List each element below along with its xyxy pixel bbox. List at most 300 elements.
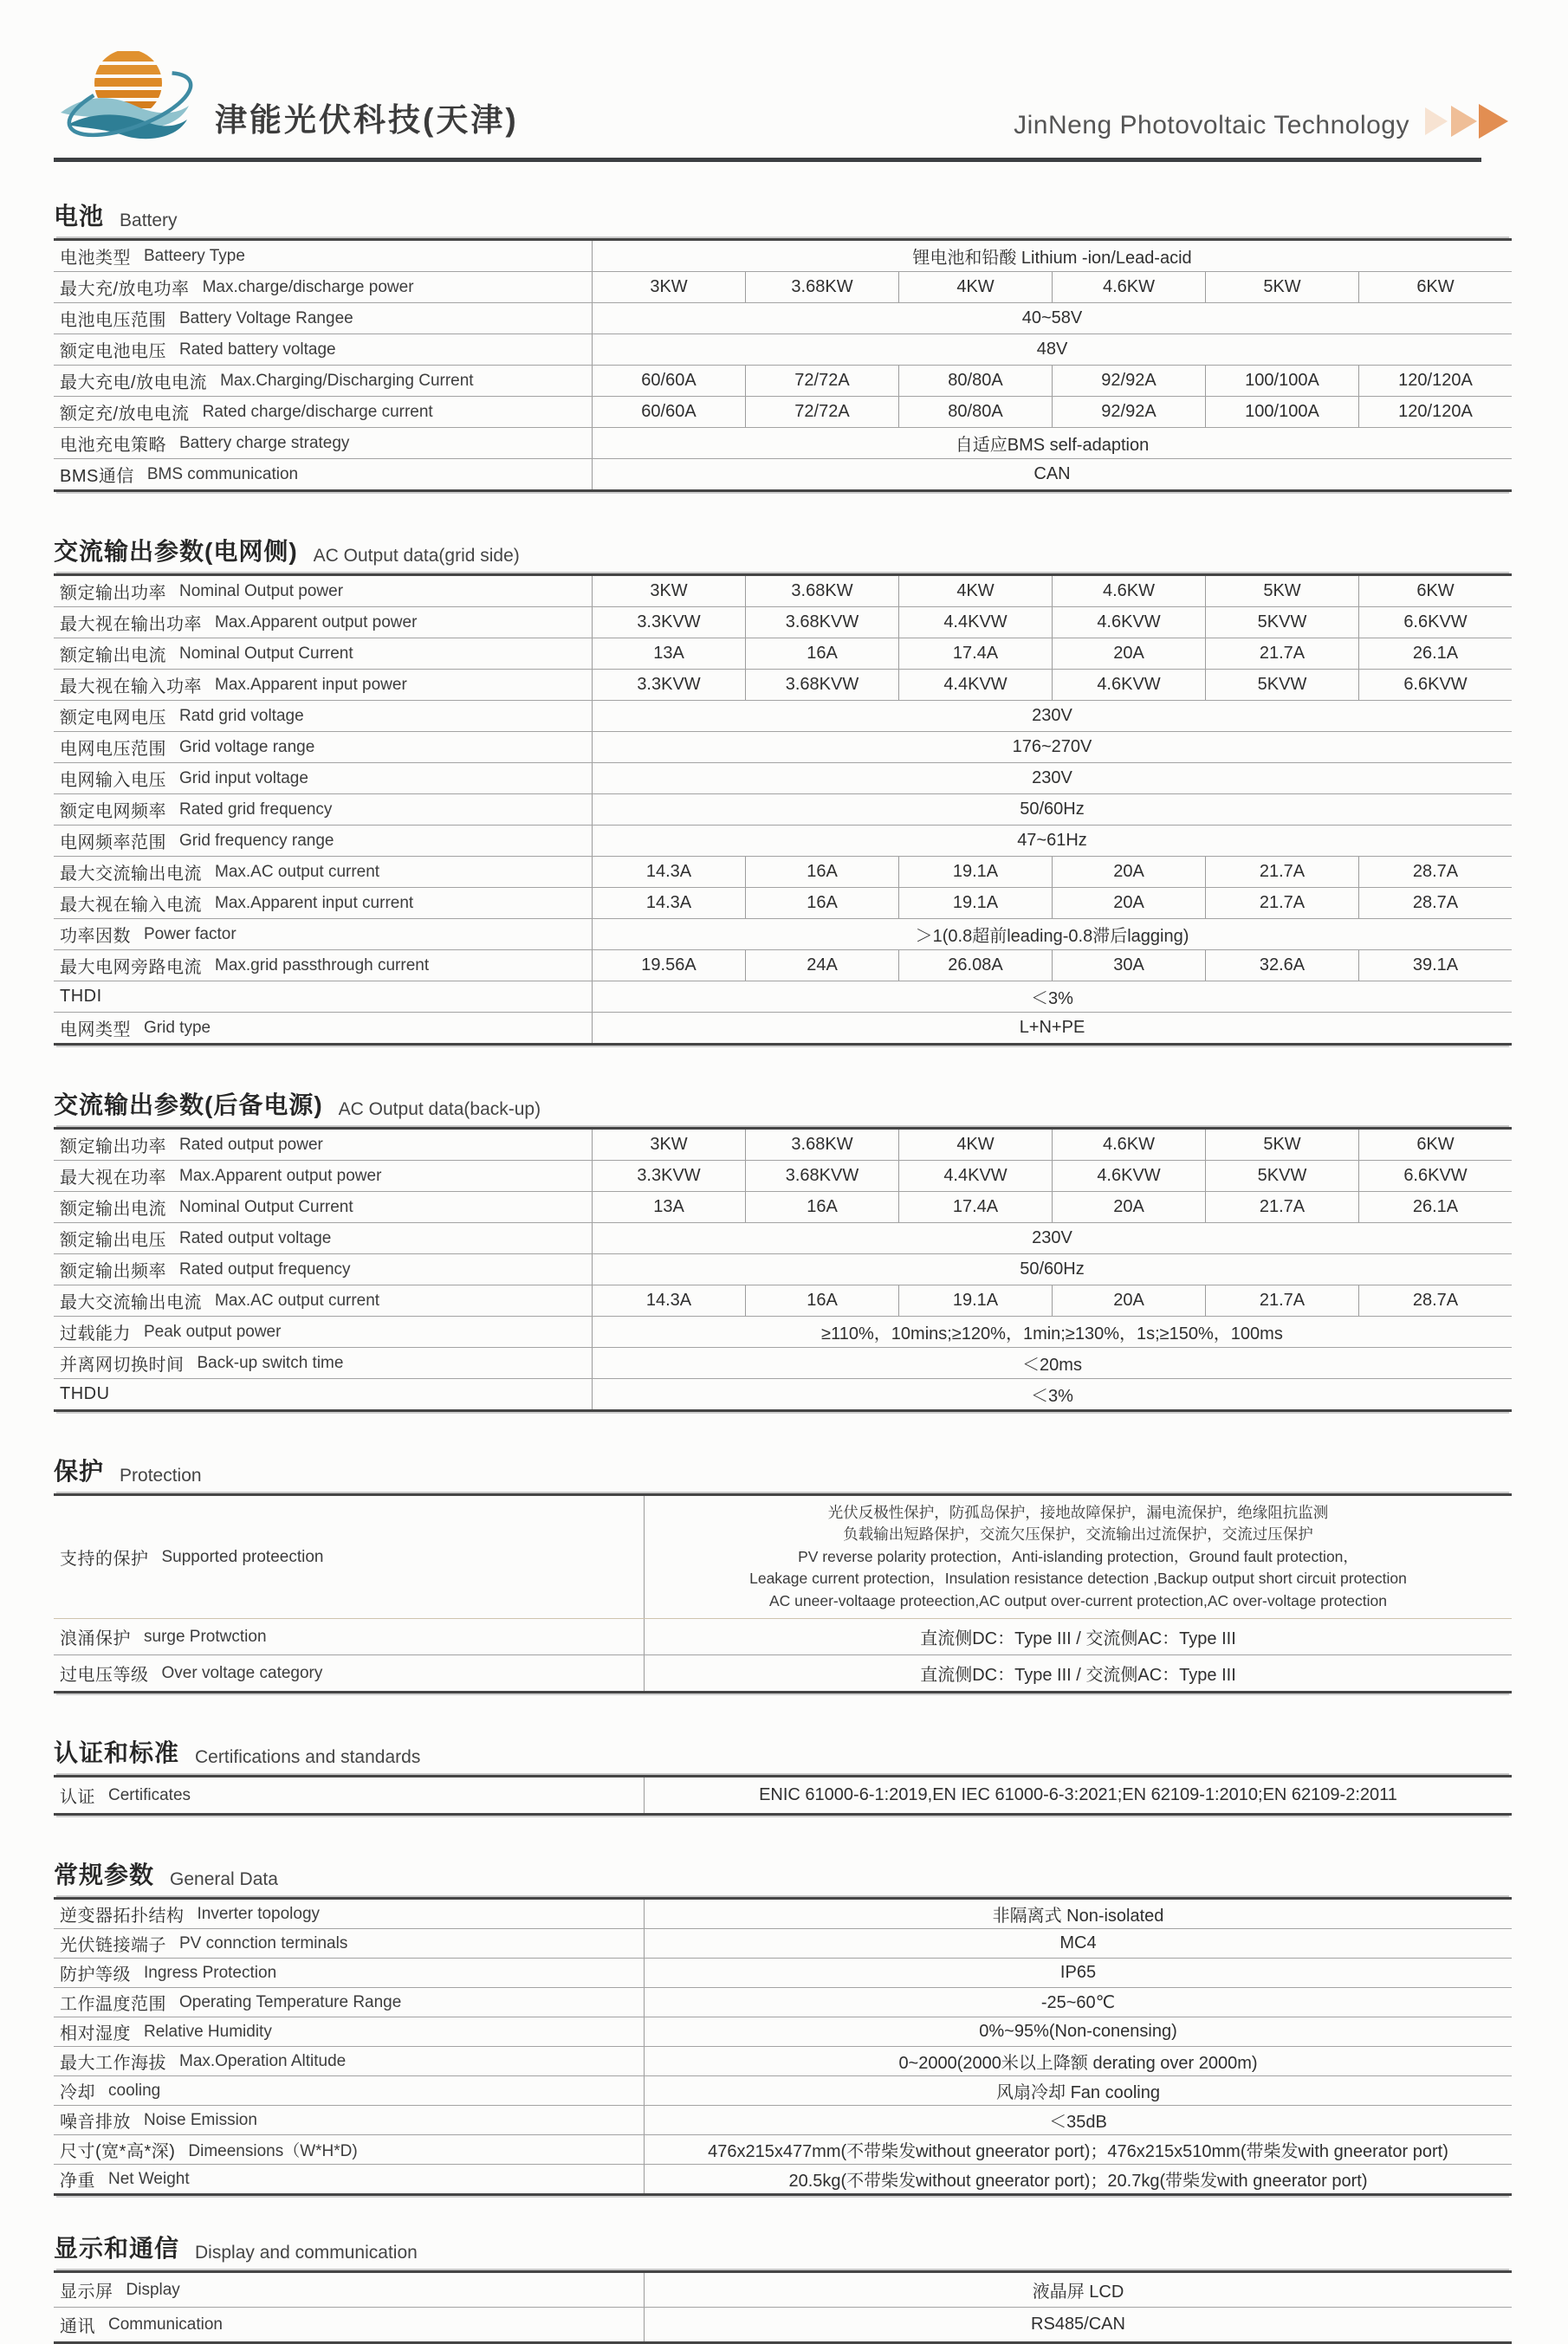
spec-row: [54, 366, 1512, 397]
value-cell: 60/60A: [593, 366, 746, 396]
value-cell-multiline: [645, 1496, 1512, 1618]
value-cell-span: 20.5kg(不带柴发without gneerator port)；20.7kg(带柴发with gneerator port): [788, 2172, 1368, 2192]
value-cell: 20A: [1053, 638, 1206, 669]
value-cell: 120/120A: [1398, 402, 1473, 421]
row-label-cn: 光伏链接端子: [60, 1936, 166, 1956]
row-label: [54, 638, 593, 669]
row-label-en: Grid type: [144, 1018, 211, 1037]
spec-row: [54, 1161, 1512, 1192]
row-label: [54, 1285, 593, 1316]
row-label-cn: 认证: [60, 1788, 95, 1808]
row-label: [54, 826, 593, 856]
row-label-en: Nominal Output Current: [179, 1197, 353, 1216]
row-label-cn: 最大视在输出功率: [60, 615, 202, 634]
row-label-en: Max.AC output current: [215, 862, 380, 881]
row-label-cn: 浪涌保护: [60, 1629, 131, 1649]
row-label-cn: 额定输出电流: [60, 1200, 166, 1219]
spec-row: [54, 701, 1512, 732]
spec-row: [54, 397, 1512, 428]
row-label-en: Ingress Protection: [144, 1963, 277, 1982]
row-label-cn: 额定输出电压: [60, 1231, 166, 1250]
row-label-cn: 净重: [60, 2172, 95, 2192]
value-cell-span: 50/60Hz: [1020, 1259, 1085, 1279]
row-label-cn: 最大工作海拔: [60, 2054, 166, 2074]
spec-row: [54, 1317, 1512, 1348]
row-label-en: Display: [126, 2280, 180, 2299]
value-line: Leakage current protection，Insulation resistance detection ,Backup output short circuit protection: [749, 1570, 1407, 1588]
value-cell: 4KW: [899, 576, 1053, 606]
spec-row: [54, 950, 1512, 981]
spec-sections: [54, 193, 1512, 2344]
row-label-en: Rated output frequency: [179, 1259, 351, 1279]
value-cell-span: ENIC 61000-6-1:2019,EN IEC 61000-6-3:2021;EN 62109-1:2010;EN 62109-2:2011: [759, 1785, 1397, 1805]
row-label-en: Peak output power: [144, 1322, 282, 1341]
row-label-cn: 电网类型: [60, 1020, 131, 1039]
row-label-en: BMS communication: [146, 464, 299, 483]
header-right: [519, 99, 1512, 146]
spec-row: [54, 1900, 1512, 1929]
row-label-en: Net Weight: [108, 2169, 190, 2188]
value-cell: 4.6KW: [1053, 272, 1206, 302]
row-label-en: Certificates: [108, 1785, 191, 1804]
value-cell: 6.6KVW: [1403, 1166, 1468, 1185]
value-cell-span: 50/60Hz: [1020, 800, 1085, 819]
value-cell: 80/80A: [899, 397, 1053, 427]
row-label-en: PV connction terminals: [179, 1933, 348, 1952]
value-cell-span: CAN: [1033, 464, 1071, 483]
value-cell-span: 230V: [1032, 706, 1072, 725]
value-cell-span: 40~58V: [1021, 308, 1083, 327]
row-label: [54, 1619, 645, 1654]
row-label-cn: 最大视在输入电流: [60, 896, 202, 915]
value-cell: 5KVW: [1206, 670, 1359, 700]
row-label-cn: 额定电网频率: [60, 802, 166, 821]
spec-row: [54, 272, 1512, 303]
section-title-en: Certifications and standards: [195, 1747, 421, 1768]
row-label-cn: 噪音排放: [60, 2113, 131, 2133]
value-cell: 92/92A: [1053, 397, 1206, 427]
row-label-en: Supported proteection: [161, 1547, 324, 1566]
value-cell: 32.6A: [1206, 950, 1359, 981]
spec-table-display: [54, 2270, 1512, 2344]
row-label-en: Operating Temperature Range: [179, 1992, 402, 2011]
value-cell-span: 锂电池和铅酸 Lithium -ion/Lead-acid: [912, 249, 1192, 268]
value-cell: 28.7A: [1412, 862, 1459, 881]
row-label: [54, 1496, 645, 1618]
value-cell: 4.6KVW: [1053, 1161, 1206, 1191]
value-cell: 3.68KVW: [746, 670, 899, 700]
section-display: [54, 2225, 1512, 2344]
row-label-cn: 额定输出功率: [60, 584, 166, 603]
row-label-cn: 通讯: [60, 2317, 95, 2337]
section-title-en: Protection: [120, 1466, 202, 1486]
row-label-cn: 最大视在输入功率: [60, 677, 202, 696]
spec-table-protection: [54, 1493, 1512, 1693]
row-label: [54, 272, 593, 302]
value-cell: 30A: [1053, 950, 1206, 981]
row-label-en: Max.Apparent output power: [179, 1166, 382, 1185]
section-title: [54, 528, 1512, 573]
value-cell: 16A: [746, 888, 899, 918]
row-label: [54, 794, 593, 825]
row-label-cn: 过载能力: [60, 1324, 131, 1344]
spec-row: [54, 1655, 1512, 1691]
page-header: [54, 0, 1512, 146]
spec-row: [54, 1130, 1512, 1161]
triple-chevron-arrows-icon: [1422, 99, 1512, 144]
spec-row: [54, 1777, 1512, 1813]
value-cell: 3.3KVW: [593, 670, 746, 700]
value-cell-span: 0%~95%(Non-conensing): [979, 2022, 1177, 2042]
spec-row: [54, 1988, 1512, 2017]
spec-row: [54, 1619, 1512, 1655]
spec-row: [54, 1192, 1512, 1223]
row-label: [54, 1929, 645, 1958]
row-label-cn: 冷却: [60, 2083, 95, 2103]
row-label: [54, 1379, 593, 1409]
row-label-cn: THDU: [60, 1384, 110, 1403]
section-grid: [54, 528, 1512, 1046]
row-label: [54, 1988, 645, 2017]
section-title: [54, 1852, 1512, 1897]
spec-row: [54, 241, 1512, 272]
row-label-cn: 额定输出电流: [60, 646, 166, 665]
header-divider: [54, 158, 1481, 162]
value-cell: 4KW: [899, 1130, 1053, 1160]
value-cell-span: 非隔离式 Non-isolated: [992, 1907, 1164, 1926]
value-cell: 26.08A: [899, 950, 1053, 981]
value-cell: 5KW: [1206, 1130, 1359, 1160]
spec-row: [54, 576, 1512, 607]
row-label-en: Noise Emission: [144, 2110, 257, 2129]
value-line: PV reverse polarity protection，Anti-islanding protection，Ground fault protection，: [798, 1547, 1358, 1565]
value-cell: 6KW: [1416, 1135, 1455, 1154]
value-cell: 21.7A: [1206, 888, 1359, 918]
value-cell: 24A: [746, 950, 899, 981]
row-label: [54, 1223, 593, 1253]
row-label-en: Rated output voltage: [179, 1228, 332, 1247]
section-title-en: Display and communication: [195, 2243, 418, 2263]
row-label-cn: 额定电网电压: [60, 709, 166, 728]
value-cell: 14.3A: [593, 888, 746, 918]
row-label-cn: 防护等级: [60, 1965, 131, 1985]
value-cell: 4.4KVW: [899, 607, 1053, 638]
value-cell-span: ＜20ms: [1022, 1356, 1082, 1375]
row-label-cn: 显示屏: [60, 2282, 113, 2302]
row-label-en: cooling: [108, 2081, 161, 2100]
row-label-en: Nominal Output Current: [179, 644, 353, 663]
value-cell: 4.4KVW: [899, 1161, 1053, 1191]
row-label: [54, 2135, 645, 2164]
row-label: [54, 2308, 645, 2341]
value-cell: 28.7A: [1412, 893, 1459, 912]
value-cell: 6KW: [1416, 581, 1455, 600]
row-label-en: Inverter topology: [197, 1904, 321, 1923]
spec-row: [54, 763, 1512, 794]
value-cell: 26.1A: [1412, 1197, 1459, 1216]
row-label-cn: 电网电压范围: [60, 740, 166, 759]
row-label-en: Grid frequency range: [179, 831, 334, 850]
value-cell: 21.7A: [1206, 1285, 1359, 1316]
spec-row: [54, 981, 1512, 1013]
row-label: [54, 981, 593, 1012]
value-cell: 5KVW: [1206, 607, 1359, 638]
row-label: [54, 950, 593, 981]
value-cell: 21.7A: [1206, 638, 1359, 669]
spec-row: [54, 2308, 1512, 2341]
value-cell: 21.7A: [1206, 857, 1359, 887]
spec-row: [54, 732, 1512, 763]
spec-row: [54, 1013, 1512, 1043]
section-title-cn: 电池: [54, 203, 105, 230]
value-cell: 16A: [746, 857, 899, 887]
value-cell-span: IP65: [1059, 1963, 1097, 1983]
row-label: [54, 701, 593, 731]
value-cell: 19.1A: [899, 857, 1053, 887]
row-label: [54, 576, 593, 606]
value-cell-span: 液晶屏 LCD: [1032, 2282, 1124, 2302]
value-cell: 3.68KW: [746, 576, 899, 606]
row-label-en: Power factor: [144, 924, 236, 943]
row-label: [54, 459, 593, 489]
row-label-en: Communication: [108, 2315, 223, 2334]
value-cell: 28.7A: [1412, 1291, 1459, 1310]
value-cell: 4.6KVW: [1053, 607, 1206, 638]
section-title-cn: 交流输出参数(后备电源): [54, 1091, 323, 1118]
row-label-en: Rated output power: [179, 1135, 323, 1154]
value-cell: 5KVW: [1206, 1161, 1359, 1191]
spec-row: [54, 1929, 1512, 1959]
value-cell: 3.68KW: [746, 272, 899, 302]
section-title: [54, 1082, 1512, 1127]
section-title-cn: 交流输出参数(电网侧): [54, 538, 298, 565]
spec-row: [54, 1959, 1512, 1988]
section-backup: [54, 1082, 1512, 1412]
value-cell: 3.68KVW: [746, 1161, 899, 1191]
row-label-en: Grid input voltage: [179, 768, 308, 787]
value-cell-span: 47~61Hz: [1017, 831, 1087, 850]
value-cell: 16A: [746, 1285, 899, 1316]
row-label: [54, 763, 593, 793]
row-label-en: Back-up switch time: [197, 1353, 344, 1372]
value-cell: 6KW: [1416, 277, 1455, 296]
value-cell: 4.6KW: [1053, 1130, 1206, 1160]
value-cell-span: 476x215x477mm(不带柴发without gneerator port)；476x215x510mm(带柴发with gneerator port): [708, 2142, 1448, 2162]
section-title-cn: 保护: [54, 1458, 105, 1485]
row-label-cn: 相对湿度: [60, 2024, 131, 2044]
spec-row: [54, 670, 1512, 701]
value-cell: 16A: [746, 638, 899, 669]
row-label: [54, 428, 593, 458]
spec-row: [54, 2076, 1512, 2106]
row-label: [54, 366, 593, 396]
spec-row: [54, 428, 1512, 459]
row-label-cn: 额定输出功率: [60, 1137, 166, 1156]
value-line: 负载输出短路保护，交流欠压保护，交流输出过流保护，交流过压保护: [843, 1525, 1313, 1544]
row-label: [54, 607, 593, 638]
value-cell: 19.56A: [593, 950, 746, 981]
row-label-cn: THDI: [60, 987, 102, 1006]
row-label-cn: 电网频率范围: [60, 833, 166, 852]
value-cell: 100/100A: [1206, 366, 1359, 396]
section-title-en: AC Output data(back-up): [338, 1099, 541, 1119]
row-label-cn: 电池类型: [60, 249, 131, 268]
value-cell-span: ＜3%: [1031, 1387, 1073, 1406]
value-cell-span: 230V: [1032, 768, 1072, 787]
row-label: [54, 1777, 645, 1813]
row-label: [54, 397, 593, 427]
row-label-en: Batteery Type: [144, 246, 245, 265]
row-label: [54, 2047, 645, 2075]
row-label: [54, 1254, 593, 1285]
value-cell: 92/92A: [1053, 366, 1206, 396]
row-label-cn: 电网输入电压: [60, 771, 166, 790]
value-cell: 72/72A: [746, 366, 899, 396]
section-cert: [54, 1730, 1512, 1816]
row-label-cn: 功率因数: [60, 927, 131, 946]
section-title-cn: 显示和通信: [54, 2235, 180, 2263]
row-label-en: Max.Charging/Discharging Current: [220, 371, 474, 390]
row-label-en: Max.grid passthrough current: [215, 955, 430, 975]
value-cell-span: 48V: [1036, 340, 1068, 359]
section-title-en: Battery: [120, 210, 178, 230]
value-cell: 13A: [593, 638, 746, 669]
value-cell: 17.4A: [899, 638, 1053, 669]
section-title-cn: 认证和标准: [54, 1739, 180, 1767]
company-logo sun-wave-logo-icon: [54, 43, 199, 146]
row-label: [54, 1161, 593, 1191]
row-label: [54, 1013, 593, 1043]
section-title-cn: 常规参数: [54, 1862, 155, 1889]
value-cell: 14.3A: [593, 1285, 746, 1316]
section-title: [54, 1730, 1512, 1775]
row-label-cn: 工作温度范围: [60, 1995, 166, 2015]
spec-row: [54, 2047, 1512, 2076]
value-cell-span: ＜3%: [1031, 989, 1073, 1008]
spec-row: [54, 919, 1512, 950]
value-cell: 3.68KVW: [746, 607, 899, 638]
section-title-en: General Data: [170, 1869, 278, 1890]
section-title: [54, 2225, 1512, 2270]
value-cell: 20A: [1053, 1192, 1206, 1222]
value-cell: 39.1A: [1412, 955, 1459, 975]
value-cell: 14.3A: [593, 857, 746, 887]
spec-table-general: [54, 1897, 1512, 2196]
row-label: [54, 334, 593, 365]
value-cell-span: 直流侧DC：Type III / 交流侧AC：Type III: [920, 1629, 1236, 1649]
row-label-cn: 最大视在功率: [60, 1169, 166, 1188]
value-cell: 72/72A: [746, 397, 899, 427]
value-cell-span: -25~60℃: [1040, 1993, 1116, 2013]
value-cell-span: MC4: [1059, 1933, 1097, 1953]
row-label-en: Max.Operation Altitude: [179, 2051, 347, 2070]
value-cell: 6.6KVW: [1403, 612, 1468, 631]
value-cell-span: 230V: [1032, 1228, 1072, 1247]
value-cell: 19.1A: [899, 888, 1053, 918]
value-cell: 100/100A: [1206, 397, 1359, 427]
row-label-cn: 额定输出频率: [60, 1262, 166, 1281]
spec-row: [54, 2106, 1512, 2135]
spec-row: [54, 794, 1512, 826]
row-label: [54, 1130, 593, 1160]
row-label: [54, 2273, 645, 2307]
row-label-en: Max.Apparent output power: [215, 612, 418, 631]
spec-row: [54, 638, 1512, 670]
row-label: [54, 1317, 593, 1347]
company-name-cn: 津能光伏科技(天津): [215, 102, 519, 138]
spec-row: [54, 1285, 1512, 1317]
spec-row: [54, 1379, 1512, 1409]
row-label: [54, 2106, 645, 2134]
row-label-en: Battery Voltage Rangee: [179, 308, 353, 327]
spec-row: [54, 826, 1512, 857]
value-cell: 19.1A: [899, 1285, 1053, 1316]
spec-table-cert: [54, 1775, 1512, 1816]
value-cell-span: ＜35dB: [1049, 2113, 1107, 2133]
row-label: [54, 919, 593, 949]
value-cell: 20A: [1053, 1285, 1206, 1316]
row-label-cn: 电池电压范围: [60, 311, 166, 330]
row-label-en: Rated charge/discharge current: [202, 402, 433, 421]
value-cell: 21.7A: [1206, 1192, 1359, 1222]
row-label: [54, 2165, 645, 2193]
value-cell: 6.6KVW: [1403, 675, 1468, 694]
row-label-cn: 最大充电/放电电流: [60, 373, 208, 392]
value-cell-span: 自适应BMS self-adaption: [955, 436, 1150, 455]
row-label-cn: 最大交流输出电流: [60, 1293, 202, 1312]
row-label-cn: 尺寸(宽*高*深): [60, 2142, 176, 2162]
value-line: AC uneer-voltaage proteection,AC output over-current protection,AC over-voltage protection: [768, 1591, 1388, 1609]
value-cell-span: 176~270V: [1012, 737, 1092, 756]
spec-row: [54, 2017, 1512, 2047]
row-label-en: Dimeensions（W*H*D): [188, 2142, 358, 2161]
value-cell: 3.3KVW: [593, 1161, 746, 1191]
value-cell: 3KW: [593, 1130, 746, 1160]
section-general: [54, 1852, 1512, 2196]
row-label-en: Max.Apparent input power: [215, 675, 407, 694]
value-cell: 3.3KVW: [593, 607, 746, 638]
row-label-cn: 额定充/放电电流: [60, 405, 190, 424]
spec-row: [54, 1223, 1512, 1254]
section-battery: [54, 193, 1512, 492]
row-label-cn: 并离网切换时间: [60, 1356, 185, 1375]
value-cell-span: ≥110%，10mins;≥120%，1min;≥130%，1s;≥150%，100ms: [821, 1324, 1283, 1344]
row-label-en: Rated grid frequency: [179, 800, 333, 819]
row-label: [54, 857, 593, 887]
value-cell: 5KW: [1206, 272, 1359, 302]
row-label: [54, 303, 593, 333]
row-label: [54, 2076, 645, 2105]
row-label-en: Rated battery voltage: [179, 340, 336, 359]
row-label-cn: 额定电池电压: [60, 342, 166, 361]
value-cell: 5KW: [1206, 576, 1359, 606]
spec-row: [54, 857, 1512, 888]
spec-row: [54, 459, 1512, 489]
row-label: [54, 1192, 593, 1222]
row-label-cn: 电池充电策略: [60, 436, 166, 455]
row-label: [54, 732, 593, 762]
value-cell-span: 直流侧DC：Type III / 交流侧AC：Type III: [920, 1666, 1236, 1686]
value-cell: 4.6KW: [1053, 576, 1206, 606]
value-cell: 20A: [1053, 888, 1206, 918]
spec-row: [54, 2273, 1512, 2308]
row-label-en: Nominal Output power: [179, 581, 344, 600]
value-cell: 17.4A: [899, 1192, 1053, 1222]
value-cell: 4.6KVW: [1053, 670, 1206, 700]
value-cell: 16A: [746, 1192, 899, 1222]
value-cell: 80/80A: [899, 366, 1053, 396]
row-label: [54, 1348, 593, 1378]
